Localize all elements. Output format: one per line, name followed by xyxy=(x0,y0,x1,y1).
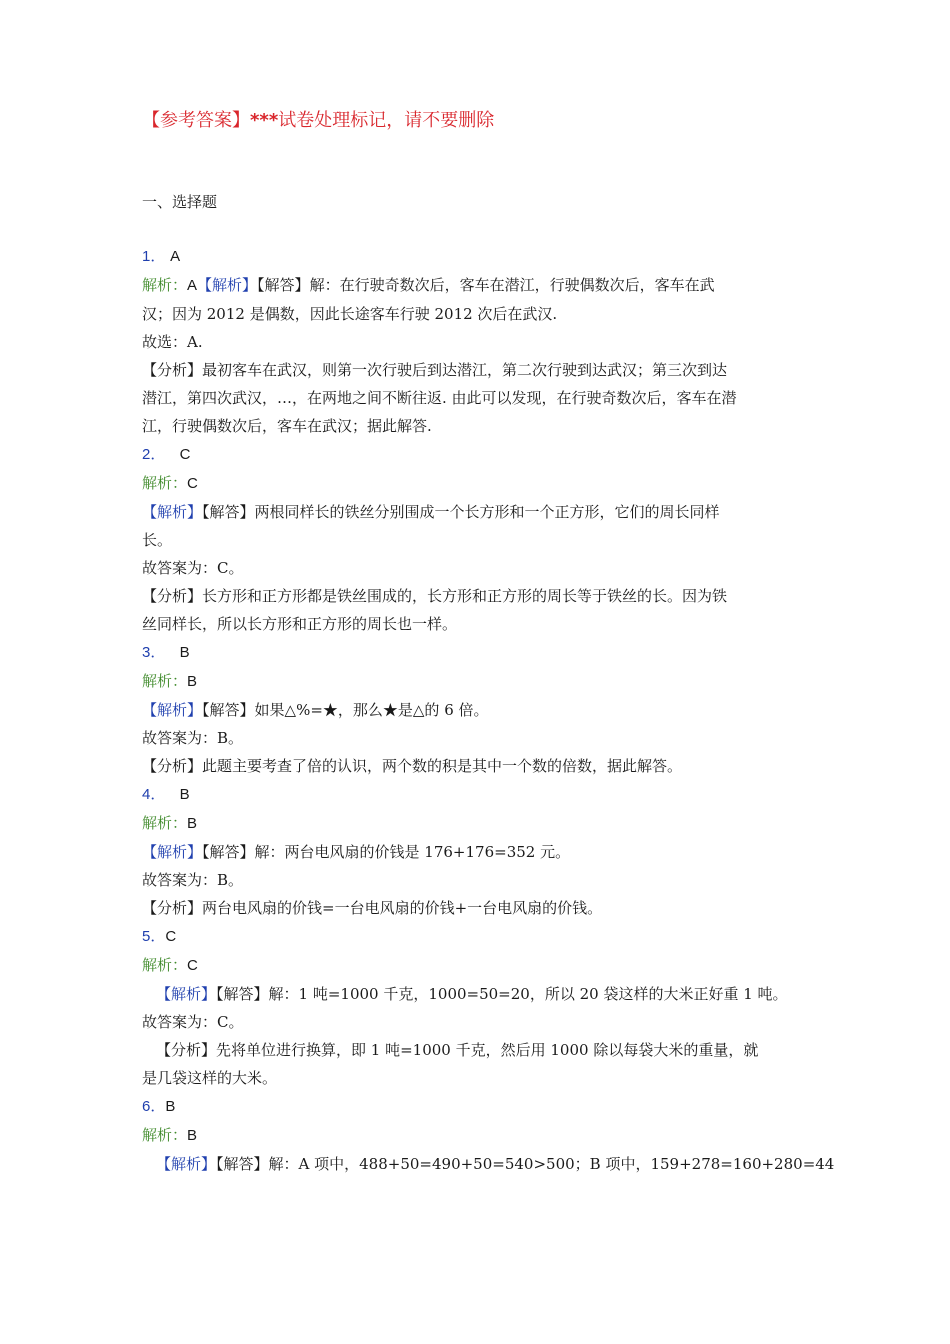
jiexi-value: C xyxy=(187,475,198,492)
jieda-text: 如果△%=★，那么★是△的 6 倍。 xyxy=(254,701,489,719)
analysis-line xyxy=(142,809,810,838)
fenxi-continued: 是几袋这样的大米。 xyxy=(142,1069,278,1087)
fenxi-tag: 【分析】 xyxy=(142,757,203,775)
question-5 xyxy=(142,922,810,1092)
jiexi-tag: 【解析】 xyxy=(197,276,258,294)
conclusion: 故答案为：B。 xyxy=(142,729,244,747)
fenxi-continued: 江，行驶偶数次后，客车在武汉；据此解答. xyxy=(142,417,432,435)
jieda-line xyxy=(142,696,810,724)
jiexi-value: A xyxy=(187,277,198,294)
question-number: 6． xyxy=(142,1098,166,1115)
fenxi-line xyxy=(142,356,810,384)
question-header xyxy=(142,440,810,469)
jieda-text: 两根同样长的铁丝分别围成一个长方形和一个正方形，它们的周长同样 xyxy=(254,503,720,521)
analysis-line xyxy=(142,271,810,300)
question-answer: B xyxy=(179,644,190,661)
question-number: 2． xyxy=(142,446,166,463)
jieda-tag: 【解答】 xyxy=(202,503,255,521)
question-number: 4． xyxy=(142,786,166,803)
section-title: 一、选择题 xyxy=(142,193,218,211)
fenxi-tag: 【分析】 xyxy=(142,361,203,379)
analysis-line xyxy=(142,1121,810,1150)
jieda-tag: 【解答】 xyxy=(216,1155,269,1173)
fenxi-line xyxy=(142,752,810,780)
fenxi-continued: 潜江，第四次武汉，…，在两地之间不断往返. 由此可以发现，在行驶奇数次后，客车在潜 xyxy=(142,389,737,407)
question-header xyxy=(142,242,810,271)
jiexi-tag: 【解析】 xyxy=(142,503,203,521)
jiexi-value: B xyxy=(187,673,198,690)
analysis-line xyxy=(142,667,810,696)
jieda-text: 解：两台电风扇的价钱是 176+176=352 元。 xyxy=(254,843,571,861)
jiexi-tag: 【解析】 xyxy=(156,1155,217,1173)
fenxi-line xyxy=(142,894,810,922)
jiexi-tag: 【解析】 xyxy=(142,843,203,861)
fenxi-line xyxy=(142,1036,810,1064)
jieda-line xyxy=(142,980,810,1008)
question-answer: C xyxy=(165,928,177,945)
jieda-text: 解：1 吨=1000 千克，1000=50=20，所以 20 袋这样的大米正好重 1 吨。 xyxy=(268,985,788,1003)
jieda-tag: 【解答】 xyxy=(202,701,255,719)
fenxi-tag: 【分析】 xyxy=(142,587,203,605)
page-title xyxy=(142,108,810,134)
question-number: 5． xyxy=(142,928,166,945)
fenxi-text: 两台电风扇的价钱=一台电风扇的价钱+一台电风扇的价钱。 xyxy=(202,899,603,917)
question-answer: C xyxy=(179,446,191,463)
fenxi-continued: 丝同样长，所以长方形和正方形的周长也一样。 xyxy=(142,615,458,633)
conclusion: 故答案为：B。 xyxy=(142,871,244,889)
jieda-text: 解：A 项中，488+50=490+50=540>500；B 项中，159+278=160+280=44 xyxy=(268,1155,835,1173)
jiexi-label: 解析： xyxy=(142,276,188,294)
document-content xyxy=(142,108,835,1178)
question-answer: B xyxy=(179,786,190,803)
fenxi-tag: 【分析】 xyxy=(156,1041,217,1059)
question-2 xyxy=(142,440,810,638)
fenxi-text: 此题主要考查了倍的认识，两个数的积是其中一个数的倍数，据此解答。 xyxy=(202,757,683,775)
conclusion: 故选：A. xyxy=(142,333,203,351)
question-number: 1． xyxy=(142,248,166,265)
jieda-tag: 【解答】 xyxy=(216,985,269,1003)
conclusion: 故答案为：C。 xyxy=(142,1013,244,1031)
jieda-tag: 【解答】 xyxy=(257,276,310,294)
jiexi-label: 解析： xyxy=(142,672,188,690)
question-1 xyxy=(142,242,810,440)
question-4 xyxy=(142,780,810,922)
jieda-continued: 汉；因为 2012 是偶数，因此长途客车行驶 2012 次后在武汉. xyxy=(142,305,558,323)
jieda-line xyxy=(142,498,810,526)
jiexi-label: 解析： xyxy=(142,1126,188,1144)
jiexi-label: 解析： xyxy=(142,956,188,974)
jieda-line xyxy=(142,838,810,866)
title-bracket: 【参考答案】 xyxy=(142,110,250,131)
analysis-line xyxy=(142,951,810,980)
jiexi-value: B xyxy=(187,815,198,832)
jiexi-tag: 【解析】 xyxy=(156,985,217,1003)
jieda-text: 解：在行驶奇数次后，客车在潜江，行驶偶数次后，客车在武 xyxy=(309,276,715,294)
question-answer: B xyxy=(165,1098,176,1115)
question-header xyxy=(142,922,810,951)
jiexi-tag: 【解析】 xyxy=(142,701,203,719)
question-header xyxy=(142,780,810,809)
jiexi-label: 解析： xyxy=(142,474,188,492)
title-text: 试卷处理标记，请不要删除 xyxy=(278,110,495,131)
question-answer: A xyxy=(170,248,181,265)
fenxi-tag: 【分析】 xyxy=(142,899,203,917)
fenxi-text: 先将单位进行换算，即 1 吨=1000 千克，然后用 1000 除以每袋大米的重量，就 xyxy=(216,1041,759,1059)
question-number: 3． xyxy=(142,644,166,661)
analysis-line xyxy=(142,469,810,498)
jiexi-value: C xyxy=(187,957,198,974)
question-header xyxy=(142,1092,810,1121)
fenxi-text: 最初客车在武汉，则第一次行驶后到达潜江，第二次行驶到达武汉；第三次到达 xyxy=(202,361,728,379)
question-3 xyxy=(142,638,810,780)
conclusion: 故答案为：C。 xyxy=(142,559,244,577)
question-header xyxy=(142,638,810,667)
title-stars: *** xyxy=(250,110,279,131)
jieda-tag: 【解答】 xyxy=(202,843,255,861)
fenxi-text: 长方形和正方形都是铁丝围成的，长方形和正方形的周长等于铁丝的长。因为铁 xyxy=(202,587,728,605)
jieda-line xyxy=(142,1150,835,1178)
jieda-continued: 长。 xyxy=(142,531,173,549)
jiexi-value: B xyxy=(187,1127,198,1144)
jiexi-label: 解析： xyxy=(142,814,188,832)
fenxi-line xyxy=(142,582,810,610)
question-6 xyxy=(142,1092,835,1178)
